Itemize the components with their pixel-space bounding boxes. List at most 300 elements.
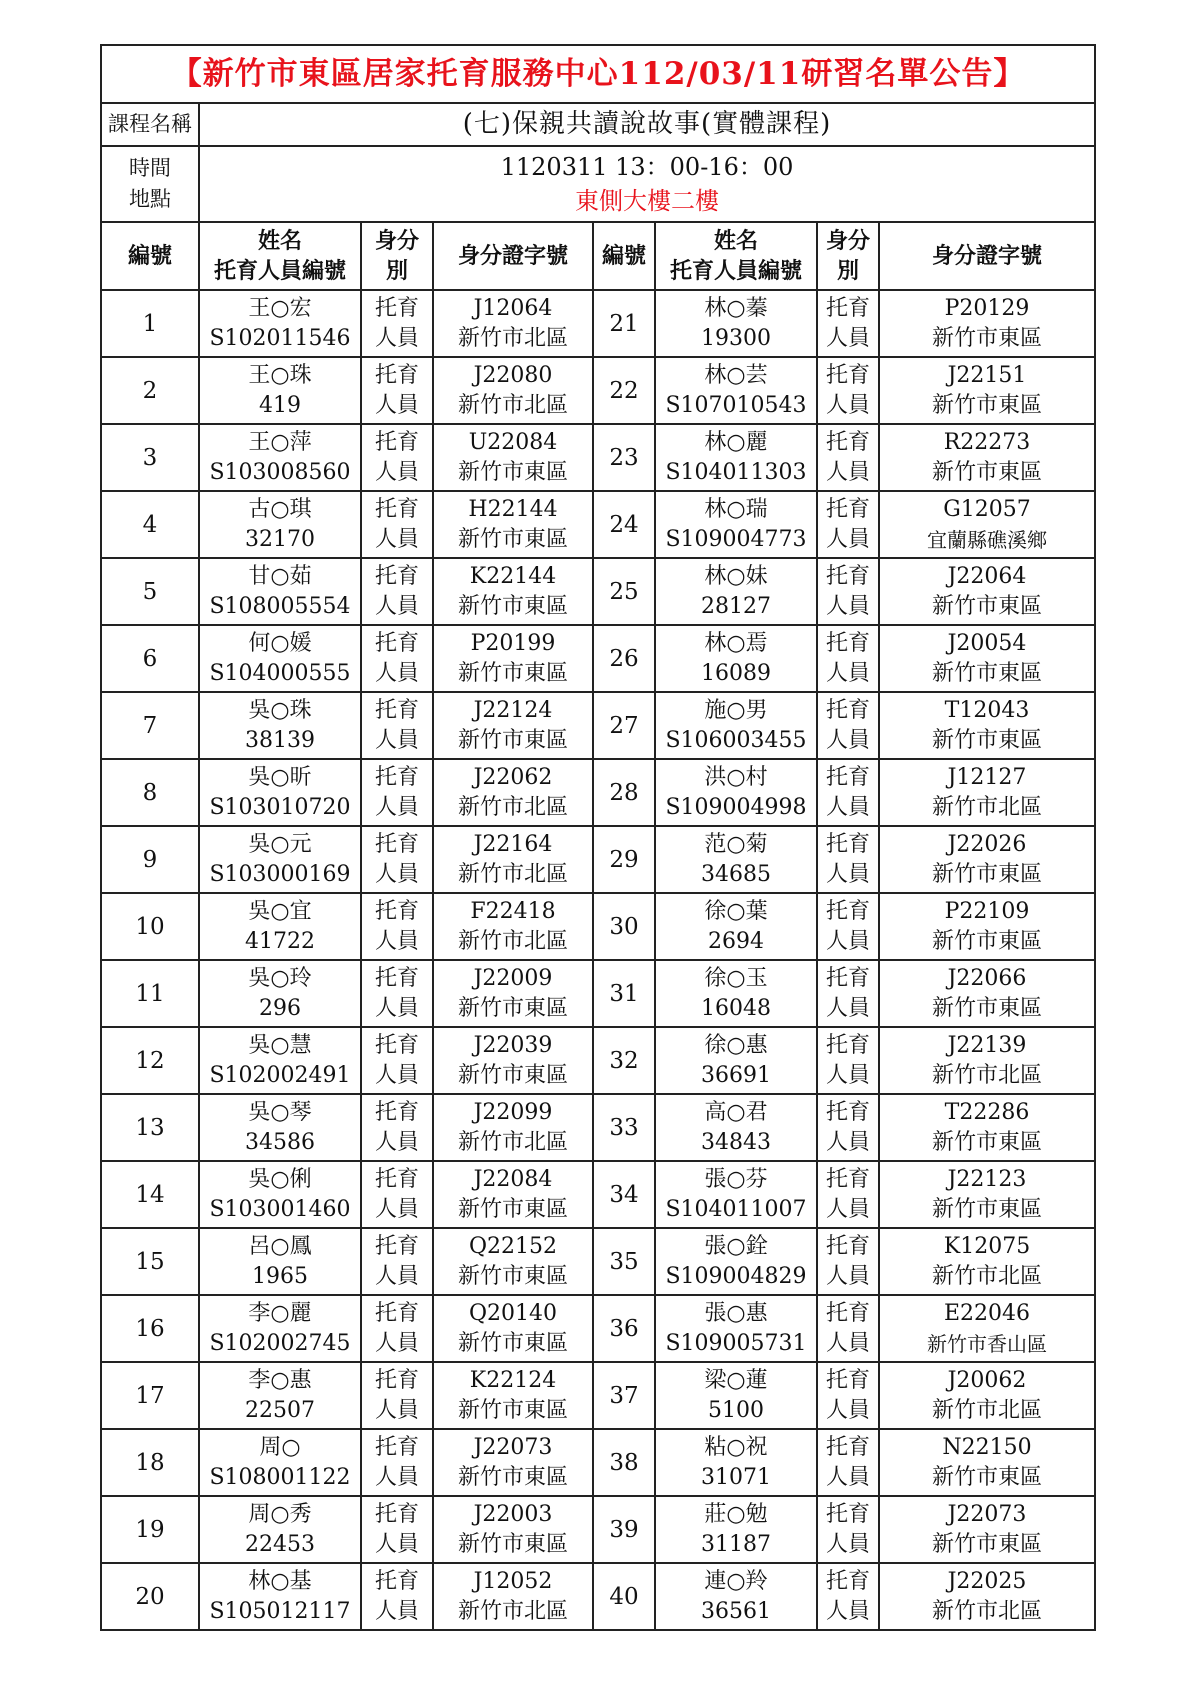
entry-number: 40 xyxy=(593,1563,655,1630)
entry-number: 17 xyxy=(101,1362,199,1429)
role-line2: 人員 xyxy=(374,995,419,1021)
entry-id-cell xyxy=(879,759,1095,826)
entry-role-cell xyxy=(361,1161,433,1228)
role-line2: 人員 xyxy=(374,1196,419,1222)
caregiver-name: 吳○琴 xyxy=(248,1099,312,1125)
caregiver-name: 林○芸 xyxy=(704,362,768,388)
entry-role-cell xyxy=(817,1429,879,1496)
entry-id-cell xyxy=(879,290,1095,357)
entry-name-cell xyxy=(655,1496,817,1563)
entry-role-cell xyxy=(361,424,433,491)
caregiver-name: 連○羚 xyxy=(704,1568,768,1594)
caregiver-name: 施○男 xyxy=(704,697,768,723)
id-number: J12127 xyxy=(947,764,1027,790)
caregiver-code: 19300 xyxy=(701,325,771,351)
role-line2: 人員 xyxy=(825,1598,870,1624)
id-number: J22139 xyxy=(947,1032,1027,1058)
entry-number: 35 xyxy=(593,1228,655,1295)
entry-number: 36 xyxy=(593,1295,655,1362)
entry-name-cell xyxy=(655,1228,817,1295)
id-number: J12052 xyxy=(473,1568,553,1594)
id-region: 新竹市東區 xyxy=(932,861,1043,887)
id-region: 新竹市北區 xyxy=(457,1598,568,1624)
entry-name-cell xyxy=(199,692,361,759)
role-line2: 人員 xyxy=(374,1531,419,1557)
time-place-label xyxy=(101,146,199,222)
announcement-document xyxy=(100,44,1094,1631)
id-number: F22418 xyxy=(470,898,556,924)
role-line2: 人員 xyxy=(825,995,870,1021)
role-line1: 托育 xyxy=(825,697,870,723)
id-region: 新竹市東區 xyxy=(457,995,568,1021)
id-region: 新竹市北區 xyxy=(457,325,568,351)
id-region: 新竹市東區 xyxy=(932,928,1043,954)
id-number: J22164 xyxy=(473,831,553,857)
table-row xyxy=(101,1429,1095,1496)
id-number: G12057 xyxy=(943,496,1031,522)
entry-name-cell xyxy=(199,1496,361,1563)
id-region: 新竹市東區 xyxy=(457,459,568,485)
caregiver-name: 王○宏 xyxy=(248,295,312,321)
id-number: E22046 xyxy=(943,1300,1031,1326)
entry-name-cell xyxy=(655,692,817,759)
entry-role-cell xyxy=(817,1496,879,1563)
role-line2: 人員 xyxy=(374,392,419,418)
caregiver-code: 36691 xyxy=(701,1062,771,1088)
entry-id-cell xyxy=(433,1027,593,1094)
id-number: U22084 xyxy=(468,429,558,455)
header-role-right-line2: 別 xyxy=(836,258,859,284)
role-line2: 人員 xyxy=(825,861,870,887)
entry-number: 14 xyxy=(101,1161,199,1228)
caregiver-name: 高○君 xyxy=(704,1099,768,1125)
entry-number: 15 xyxy=(101,1228,199,1295)
caregiver-code: 22453 xyxy=(245,1531,315,1557)
role-line1: 托育 xyxy=(374,764,419,790)
entry-id-cell xyxy=(879,960,1095,1027)
id-number: R22273 xyxy=(943,429,1031,455)
caregiver-code: S108005554 xyxy=(209,593,351,619)
header-no-right: 編號 xyxy=(593,222,655,290)
id-region: 新竹市北區 xyxy=(932,1397,1043,1423)
caregiver-code: S104011007 xyxy=(665,1196,807,1222)
caregiver-name: 吳○元 xyxy=(248,831,312,857)
caregiver-code: S103008560 xyxy=(209,459,351,485)
entry-role-cell xyxy=(817,1228,879,1295)
id-region: 新竹市東區 xyxy=(932,660,1043,686)
caregiver-name: 林○焉 xyxy=(704,630,768,656)
caregiver-name: 吳○昕 xyxy=(248,764,312,790)
entry-name-cell xyxy=(199,1563,361,1630)
caregiver-name: 林○麗 xyxy=(704,429,768,455)
entry-id-cell xyxy=(879,491,1095,558)
entry-id-cell xyxy=(879,1563,1095,1630)
entry-name-cell xyxy=(199,424,361,491)
entry-role-cell xyxy=(361,1295,433,1362)
role-line1: 托育 xyxy=(825,295,870,321)
table-row xyxy=(101,1228,1095,1295)
table-row xyxy=(101,692,1095,759)
caregiver-name: 林○瑞 xyxy=(704,496,768,522)
role-line1: 托育 xyxy=(374,1032,419,1058)
role-line1: 托育 xyxy=(825,764,870,790)
id-number: K22124 xyxy=(469,1367,557,1393)
entry-name-cell xyxy=(655,759,817,826)
caregiver-name: 林○蓁 xyxy=(704,295,768,321)
entry-id-cell xyxy=(879,826,1095,893)
header-name-right xyxy=(655,222,817,290)
role-line1: 托育 xyxy=(825,496,870,522)
entry-number: 19 xyxy=(101,1496,199,1563)
entry-name-cell xyxy=(655,491,817,558)
entry-name-cell xyxy=(655,290,817,357)
id-region: 新竹市東區 xyxy=(932,995,1043,1021)
entry-role-cell xyxy=(817,960,879,1027)
entry-number: 16 xyxy=(101,1295,199,1362)
header-id-right: 身分證字號 xyxy=(879,222,1095,290)
caregiver-code: S107010543 xyxy=(665,392,807,418)
entry-id-cell xyxy=(433,1362,593,1429)
role-line1: 托育 xyxy=(825,630,870,656)
role-line2: 人員 xyxy=(825,794,870,820)
caregiver-code: 34843 xyxy=(701,1129,771,1155)
entry-role-cell xyxy=(361,893,433,960)
entry-id-cell xyxy=(433,625,593,692)
id-region: 新竹市東區 xyxy=(457,1196,568,1222)
id-region: 新竹市東區 xyxy=(457,727,568,753)
role-line1: 托育 xyxy=(374,1166,419,1192)
entry-name-cell xyxy=(655,960,817,1027)
role-line1: 托育 xyxy=(374,496,419,522)
role-line2: 人員 xyxy=(825,1062,870,1088)
id-region: 新竹市東區 xyxy=(457,660,568,686)
caregiver-name: 莊○勉 xyxy=(704,1501,768,1527)
entry-id-cell xyxy=(433,290,593,357)
entry-number: 7 xyxy=(101,692,199,759)
table-row xyxy=(101,1094,1095,1161)
table-row xyxy=(101,290,1095,357)
caregiver-name: 洪○村 xyxy=(704,764,768,790)
header-role-line1: 身分 xyxy=(374,228,419,254)
role-line2: 人員 xyxy=(374,1598,419,1624)
caregiver-code: 1965 xyxy=(252,1263,308,1289)
role-line1: 托育 xyxy=(374,1367,419,1393)
id-number: Q20140 xyxy=(468,1300,558,1326)
entry-name-cell xyxy=(199,357,361,424)
role-line1: 托育 xyxy=(374,429,419,455)
entry-id-cell xyxy=(879,357,1095,424)
caregiver-name: 梁○蓮 xyxy=(704,1367,768,1393)
caregiver-code: 32170 xyxy=(245,526,315,552)
header-no: 編號 xyxy=(101,222,199,290)
caregiver-name: 吳○珠 xyxy=(248,697,312,723)
entry-name-cell xyxy=(655,1027,817,1094)
entry-number: 2 xyxy=(101,357,199,424)
entry-role-cell xyxy=(817,1094,879,1161)
caregiver-code: 34586 xyxy=(245,1129,315,1155)
role-line2: 人員 xyxy=(374,459,419,485)
entry-name-cell xyxy=(199,826,361,893)
caregiver-code: S106003455 xyxy=(665,727,807,753)
role-line1: 托育 xyxy=(825,898,870,924)
entry-name-cell xyxy=(655,1362,817,1429)
id-number: J22151 xyxy=(947,362,1027,388)
id-region: 新竹市北區 xyxy=(932,794,1043,820)
id-region: 新竹市東區 xyxy=(932,392,1043,418)
entry-number: 1 xyxy=(101,290,199,357)
role-line1: 托育 xyxy=(374,630,419,656)
entry-number: 5 xyxy=(101,558,199,625)
entry-role-cell xyxy=(361,1362,433,1429)
role-line2: 人員 xyxy=(374,928,419,954)
entry-id-cell xyxy=(433,1429,593,1496)
caregiver-code: S108001122 xyxy=(209,1464,351,1490)
entry-role-cell xyxy=(361,290,433,357)
entry-number: 4 xyxy=(101,491,199,558)
header-name-line2: 托育人員編號 xyxy=(213,258,346,284)
entry-role-cell xyxy=(361,1429,433,1496)
caregiver-code: S102011546 xyxy=(209,325,351,351)
entry-role-cell xyxy=(817,826,879,893)
id-number: J22039 xyxy=(473,1032,553,1058)
caregiver-name: 甘○茹 xyxy=(248,563,312,589)
caregiver-code: S104011303 xyxy=(665,459,807,485)
entry-name-cell xyxy=(655,826,817,893)
id-region: 新竹市東區 xyxy=(457,526,568,552)
header-role-right-line1: 身分 xyxy=(825,228,870,254)
entry-number: 3 xyxy=(101,424,199,491)
entry-role-cell xyxy=(817,692,879,759)
id-region: 新竹市東區 xyxy=(932,1129,1043,1155)
id-number: J22080 xyxy=(473,362,553,388)
entry-number: 33 xyxy=(593,1094,655,1161)
entry-id-cell xyxy=(433,1094,593,1161)
course-time: 1120311 13：00-16：00 xyxy=(500,153,794,181)
entry-number: 25 xyxy=(593,558,655,625)
entry-number: 8 xyxy=(101,759,199,826)
caregiver-name: 林○妹 xyxy=(704,563,768,589)
entry-name-cell xyxy=(199,491,361,558)
entry-role-cell xyxy=(361,826,433,893)
id-number: P22109 xyxy=(944,898,1030,924)
entry-id-cell xyxy=(433,826,593,893)
entry-number: 20 xyxy=(101,1563,199,1630)
caregiver-code: S109004773 xyxy=(665,526,807,552)
entry-id-cell xyxy=(879,1161,1095,1228)
id-region: 新竹市東區 xyxy=(457,1062,568,1088)
caregiver-code: S103001460 xyxy=(209,1196,351,1222)
caregiver-name: 張○芬 xyxy=(704,1166,768,1192)
entry-number: 21 xyxy=(593,290,655,357)
role-line2: 人員 xyxy=(825,1196,870,1222)
entry-number: 22 xyxy=(593,357,655,424)
caregiver-name: 吳○慧 xyxy=(248,1032,312,1058)
entry-name-cell xyxy=(655,1429,817,1496)
table-row xyxy=(101,1362,1095,1429)
id-region: 新竹市北區 xyxy=(932,1598,1043,1624)
caregiver-name: 徐○葉 xyxy=(704,898,768,924)
id-number: J20054 xyxy=(947,630,1027,656)
role-line1: 托育 xyxy=(825,965,870,991)
entry-number: 28 xyxy=(593,759,655,826)
place-label: 地點 xyxy=(129,187,171,211)
entry-number: 27 xyxy=(593,692,655,759)
role-line1: 托育 xyxy=(374,1434,419,1460)
entry-role-cell xyxy=(817,759,879,826)
entry-id-cell xyxy=(879,1027,1095,1094)
role-line2: 人員 xyxy=(374,1129,419,1155)
entry-name-cell xyxy=(199,1161,361,1228)
role-line1: 托育 xyxy=(825,1300,870,1326)
role-line2: 人員 xyxy=(825,1330,870,1356)
entry-number: 37 xyxy=(593,1362,655,1429)
id-region: 新竹市北區 xyxy=(932,1062,1043,1088)
entry-id-cell xyxy=(433,491,593,558)
role-line2: 人員 xyxy=(374,1062,419,1088)
entry-role-cell xyxy=(361,1563,433,1630)
caregiver-name: 粘○祝 xyxy=(704,1434,768,1460)
role-line2: 人員 xyxy=(374,660,419,686)
role-line2: 人員 xyxy=(825,1129,870,1155)
caregiver-code: 296 xyxy=(259,995,301,1021)
role-line1: 托育 xyxy=(825,1032,870,1058)
role-line2: 人員 xyxy=(825,593,870,619)
caregiver-code: 31071 xyxy=(701,1464,771,1490)
role-line1: 托育 xyxy=(825,563,870,589)
entry-id-cell xyxy=(879,424,1095,491)
entry-number: 23 xyxy=(593,424,655,491)
id-region: 新竹市北區 xyxy=(457,794,568,820)
time-place-value xyxy=(199,146,1095,222)
id-number: P20129 xyxy=(944,295,1030,321)
entry-number: 32 xyxy=(593,1027,655,1094)
entry-name-cell xyxy=(199,1094,361,1161)
entry-name-cell xyxy=(655,1563,817,1630)
role-line1: 托育 xyxy=(374,1501,419,1527)
role-line2: 人員 xyxy=(825,1263,870,1289)
id-number: P20199 xyxy=(470,630,556,656)
caregiver-name: 張○惠 xyxy=(704,1300,768,1326)
entry-name-cell xyxy=(199,893,361,960)
entry-role-cell xyxy=(817,424,879,491)
caregiver-name: 王○珠 xyxy=(248,362,312,388)
role-line2: 人員 xyxy=(825,727,870,753)
caregiver-name: 吳○俐 xyxy=(248,1166,312,1192)
role-line2: 人員 xyxy=(374,794,419,820)
entry-name-cell xyxy=(199,625,361,692)
entry-number: 34 xyxy=(593,1161,655,1228)
entry-number: 38 xyxy=(593,1429,655,1496)
id-number: J22073 xyxy=(947,1501,1027,1527)
entry-name-cell xyxy=(199,1228,361,1295)
entry-id-cell xyxy=(433,759,593,826)
entry-role-cell xyxy=(361,692,433,759)
caregiver-name: 呂○鳳 xyxy=(248,1233,312,1259)
entry-role-cell xyxy=(361,1094,433,1161)
entry-id-cell xyxy=(879,558,1095,625)
caregiver-code: 5100 xyxy=(708,1397,764,1423)
entry-role-cell xyxy=(817,491,879,558)
table-row xyxy=(101,1563,1095,1630)
entry-number: 24 xyxy=(593,491,655,558)
caregiver-code: 16048 xyxy=(701,995,771,1021)
id-number: H22144 xyxy=(468,496,558,522)
entry-id-cell xyxy=(433,1228,593,1295)
entry-role-cell xyxy=(817,290,879,357)
id-number: N22150 xyxy=(942,1434,1032,1460)
id-region: 新竹市東區 xyxy=(932,593,1043,619)
role-line2: 人員 xyxy=(825,392,870,418)
entry-number: 30 xyxy=(593,893,655,960)
entry-number: 26 xyxy=(593,625,655,692)
role-line1: 托育 xyxy=(825,362,870,388)
time-label: 時間 xyxy=(129,156,171,180)
id-region: 新竹市北區 xyxy=(457,928,568,954)
role-line2: 人員 xyxy=(374,593,419,619)
course-name: (七)保親共讀說故事(實體課程) xyxy=(199,103,1095,146)
id-number: J22073 xyxy=(473,1434,553,1460)
header-name-line1: 姓名 xyxy=(257,228,302,254)
role-line1: 托育 xyxy=(374,362,419,388)
entry-number: 6 xyxy=(101,625,199,692)
entry-name-cell xyxy=(655,1161,817,1228)
role-line1: 托育 xyxy=(825,1233,870,1259)
id-region: 新竹市東區 xyxy=(932,459,1043,485)
role-line2: 人員 xyxy=(825,1531,870,1557)
caregiver-name: 張○銓 xyxy=(704,1233,768,1259)
entry-name-cell xyxy=(655,558,817,625)
entry-id-cell xyxy=(879,893,1095,960)
role-line1: 托育 xyxy=(374,697,419,723)
column-header-row xyxy=(101,222,1095,290)
entry-id-cell xyxy=(433,692,593,759)
id-region: 新竹市北區 xyxy=(457,1129,568,1155)
entry-number: 13 xyxy=(101,1094,199,1161)
entry-id-cell xyxy=(879,1362,1095,1429)
caregiver-code: S109004998 xyxy=(665,794,807,820)
id-number: J22009 xyxy=(473,965,553,991)
table-row xyxy=(101,1496,1095,1563)
caregiver-code: 22507 xyxy=(245,1397,315,1423)
entry-role-cell xyxy=(361,625,433,692)
id-region: 新竹市東區 xyxy=(457,1531,568,1557)
role-line2: 人員 xyxy=(374,526,419,552)
role-line1: 托育 xyxy=(374,563,419,589)
entry-name-cell xyxy=(655,357,817,424)
role-line2: 人員 xyxy=(374,1464,419,1490)
role-line1: 托育 xyxy=(374,1233,419,1259)
header-id: 身分證字號 xyxy=(433,222,593,290)
caregiver-name: 吳○玲 xyxy=(248,965,312,991)
trainee-list-table xyxy=(100,44,1096,1631)
id-number: J20062 xyxy=(947,1367,1027,1393)
role-line2: 人員 xyxy=(374,1263,419,1289)
caregiver-code: S103010720 xyxy=(209,794,351,820)
id-region: 新竹市北區 xyxy=(932,1263,1043,1289)
entry-role-cell xyxy=(361,1027,433,1094)
table-row xyxy=(101,1295,1095,1362)
entry-role-cell xyxy=(817,1362,879,1429)
role-line1: 托育 xyxy=(825,1367,870,1393)
caregiver-name: 古○琪 xyxy=(248,496,312,522)
entry-role-cell xyxy=(817,357,879,424)
entry-role-cell xyxy=(817,625,879,692)
id-number: K12075 xyxy=(943,1233,1031,1259)
id-number: J22062 xyxy=(473,764,553,790)
role-line1: 托育 xyxy=(374,898,419,924)
id-number: J12064 xyxy=(473,295,553,321)
id-number: T22286 xyxy=(944,1099,1030,1125)
